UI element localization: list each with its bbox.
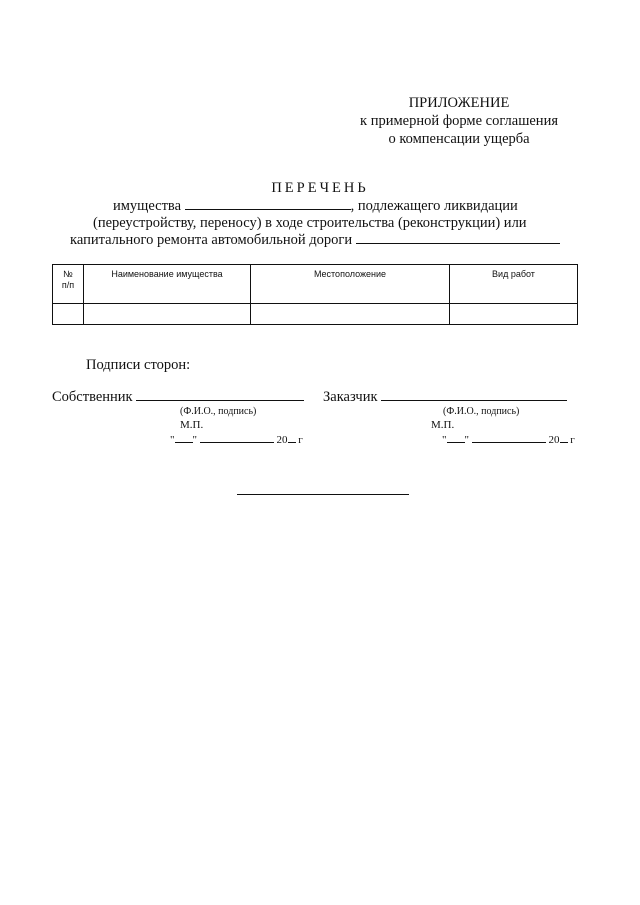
owner-month-blank[interactable] [200, 433, 274, 443]
table-header-row [53, 265, 578, 304]
description-line1-end: , подлежащего ликвидации [350, 198, 518, 214]
owner-seal: М.П. [180, 419, 204, 431]
column-header-work: Вид работ [450, 265, 578, 304]
description-line1-start: имущества [113, 198, 182, 214]
customer-caption: (Ф.И.О., подпись) [443, 406, 520, 417]
property-blank[interactable] [185, 197, 351, 210]
owner-signature-line [52, 388, 304, 406]
road-blank[interactable] [356, 231, 560, 244]
owner-date-line: " " 20 г [170, 434, 303, 446]
description-line3-text: капитального ремонта автомобильной дороги [70, 232, 353, 248]
appendix-subtitle-line1: к примерной форме соглашения [360, 113, 558, 129]
description-line1 [113, 197, 518, 215]
document-title: ПЕРЕЧЕНЬ [271, 180, 369, 196]
table-row [53, 304, 578, 325]
column-header-name: Наименование имущества [84, 265, 251, 304]
column-header-number: № п/п [53, 265, 84, 304]
appendix-heading [360, 94, 558, 148]
cell-location[interactable] [251, 304, 450, 325]
customer-seal: М.П. [431, 419, 455, 431]
owner-day-blank[interactable] [175, 433, 193, 443]
cell-number[interactable] [53, 304, 84, 325]
customer-signature-line [323, 388, 567, 406]
cell-work[interactable] [450, 304, 578, 325]
customer-date-line: " " 20 г [442, 434, 575, 446]
owner-caption: (Ф.И.О., подпись) [180, 406, 257, 417]
customer-month-blank[interactable] [472, 433, 546, 443]
description-line2: (переустройству, переносу) в ходе строительства (реконструкции) или [93, 215, 527, 231]
customer-day-blank[interactable] [447, 433, 465, 443]
appendix-subtitle-line2: о компенсации ущерба [388, 131, 530, 147]
owner-label: Собственник [52, 389, 133, 405]
column-header-location: Местоположение [251, 265, 450, 304]
cell-name[interactable] [84, 304, 251, 325]
owner-year-blank[interactable] [288, 433, 296, 443]
appendix-title: ПРИЛОЖЕНИЕ [408, 95, 510, 111]
description-line3 [70, 231, 560, 249]
owner-signature-blank[interactable] [136, 388, 304, 401]
property-table [52, 264, 578, 325]
customer-label: Заказчик [323, 389, 378, 405]
customer-year-blank[interactable] [560, 433, 568, 443]
closing-separator-line [237, 494, 409, 495]
customer-signature-blank[interactable] [381, 388, 567, 401]
signatures-heading: Подписи сторон: [86, 357, 191, 373]
